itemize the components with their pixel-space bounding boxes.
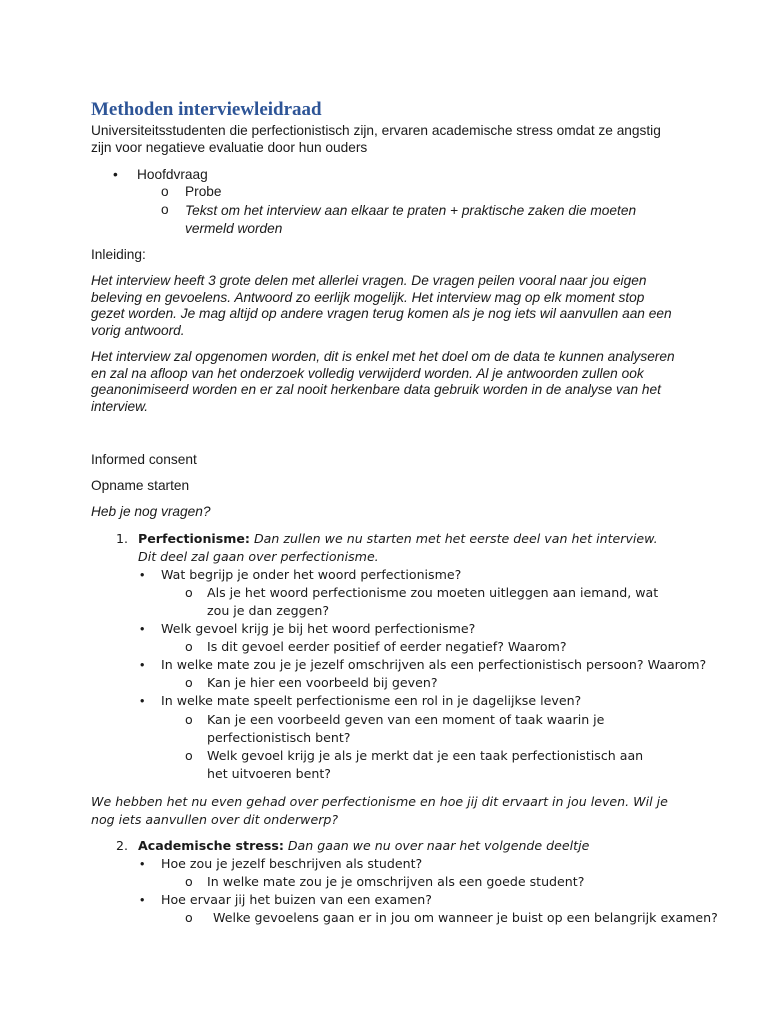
sub-bullet-marker: o — [185, 639, 193, 654]
section-1-heading — [138, 530, 678, 566]
intro-paragraph: Universiteitsstudenten die perfectionistisch zijn, ervaren academische stress omdat ze angstig zijn voor negatieve evaluatie door hun ouders — [91, 123, 661, 155]
section-1-number: 1. — [116, 531, 129, 546]
transition-text: We hebben het nu even gehad over perfectionisme en hoe jij dit ervaart in jou leven. Wil je nog iets aanvullen over dit onderwerp? — [91, 794, 668, 828]
s1-question-3: In welke mate zou je je jezelf omschrijven als een perfectionistisch persoon? Waarom? — [161, 657, 707, 672]
sub-bullet-marker: o — [185, 874, 193, 889]
bullet-marker: • — [140, 893, 145, 907]
bullet-marker: • — [140, 658, 145, 672]
vragen-label: Heb je nog vragen? — [91, 504, 211, 519]
inleiding-label: Inleiding: — [91, 247, 146, 262]
s1-question-1: Wat begrijp je onder het woord perfectionisme? — [161, 567, 462, 582]
bullet-marker: • — [140, 568, 145, 582]
s2-probe-1a: In welke mate zou je je omschrijven als een goede student? — [207, 874, 585, 889]
sub-bullet-marker: o — [185, 675, 193, 690]
s2-question-2: Hoe ervaar jij het buizen van een examen? — [161, 892, 432, 907]
section-2-heading — [138, 837, 678, 855]
bullet-marker: • — [113, 167, 118, 182]
section-1-intro: Dan zullen we nu starten met het eerste deel van het interview. Dit deel zal gaan over perfectionisme. — [138, 531, 658, 565]
legend-probe: Probe — [185, 184, 222, 199]
s1-probe-3a: Kan je hier een voorbeeld bij geven? — [207, 675, 438, 690]
sub-bullet-marker: o — [161, 184, 169, 199]
opname-label: Opname starten — [91, 478, 190, 493]
informed-consent-label: Informed consent — [91, 452, 197, 467]
legend-text: Tekst om het interview aan elkaar te praten + praktische zaken die moeten vermeld worden — [185, 203, 637, 236]
s2-question-1: Hoe zou je jezelf beschrijven als student? — [161, 856, 423, 871]
paragraph-2: Het interview zal opgenomen worden, dit is enkel met het doel om de data te kunnen analyseren en zal na afloop van het onderzoek volledig verwijderd worden. Al je antwoorden zullen ook geanonimiseerd worden en er zal nooit herkenbare data gebruik worden in de analyse van het interview. — [91, 349, 675, 414]
bullet-marker: • — [140, 694, 145, 708]
section-2-intro: Dan gaan we nu over naar het volgende deeltje — [283, 838, 590, 853]
document-title: Methoden interviewleidraad — [91, 99, 322, 120]
bullet-marker: • — [140, 622, 145, 636]
s1-probe-4a: Kan je een voorbeeld geven van een moment of taak waarin je perfectionistisch bent? — [207, 712, 605, 746]
legend-main-question: Hoofdvraag — [137, 167, 208, 182]
sub-bullet-marker: o — [185, 585, 193, 600]
section-1-label: Perfectionisme: — [138, 531, 250, 546]
s1-probe-1a: Als je het woord perfectionisme zou moeten uitleggen aan iemand, wat zou je dan zeggen? — [207, 585, 659, 619]
s1-probe-2a: Is dit gevoel eerder positief of eerder negatief? Waarom? — [207, 639, 567, 654]
paragraph-1: Het interview heeft 3 grote delen met allerlei vragen. De vragen peilen vooral naar jou eigen beleving en gevoelens. Antwoord zo eerlijk mogelijk. Het interview mag op elk moment stop gezet worden. Je mag altijd op andere vragen terug komen als je nog iets wil aanvullen aan een vorig antwoord. — [91, 273, 672, 338]
sub-bullet-marker: o — [185, 748, 193, 763]
s1-question-4: In welke mate speelt perfectionisme een rol in je dagelijkse leven? — [161, 693, 582, 708]
s2-probe-2a: Welke gevoelens gaan er in jou om wanneer je buist op een belangrijk examen? — [213, 910, 718, 925]
s1-question-2: Welk gevoel krijg je bij het woord perfectionisme? — [161, 621, 476, 636]
document-page — [91, 98, 681, 156]
section-2-label: Academische stress: — [138, 838, 284, 853]
sub-bullet-marker: o — [185, 910, 193, 925]
section-2-number: 2. — [116, 838, 129, 853]
sub-bullet-marker: o — [161, 202, 169, 217]
sub-bullet-marker: o — [185, 712, 193, 727]
bullet-marker: • — [140, 857, 145, 871]
s1-probe-4b: Welk gevoel krijg je als je merkt dat je een taak perfectionistisch aan het uitvoeren bent? — [207, 748, 644, 782]
